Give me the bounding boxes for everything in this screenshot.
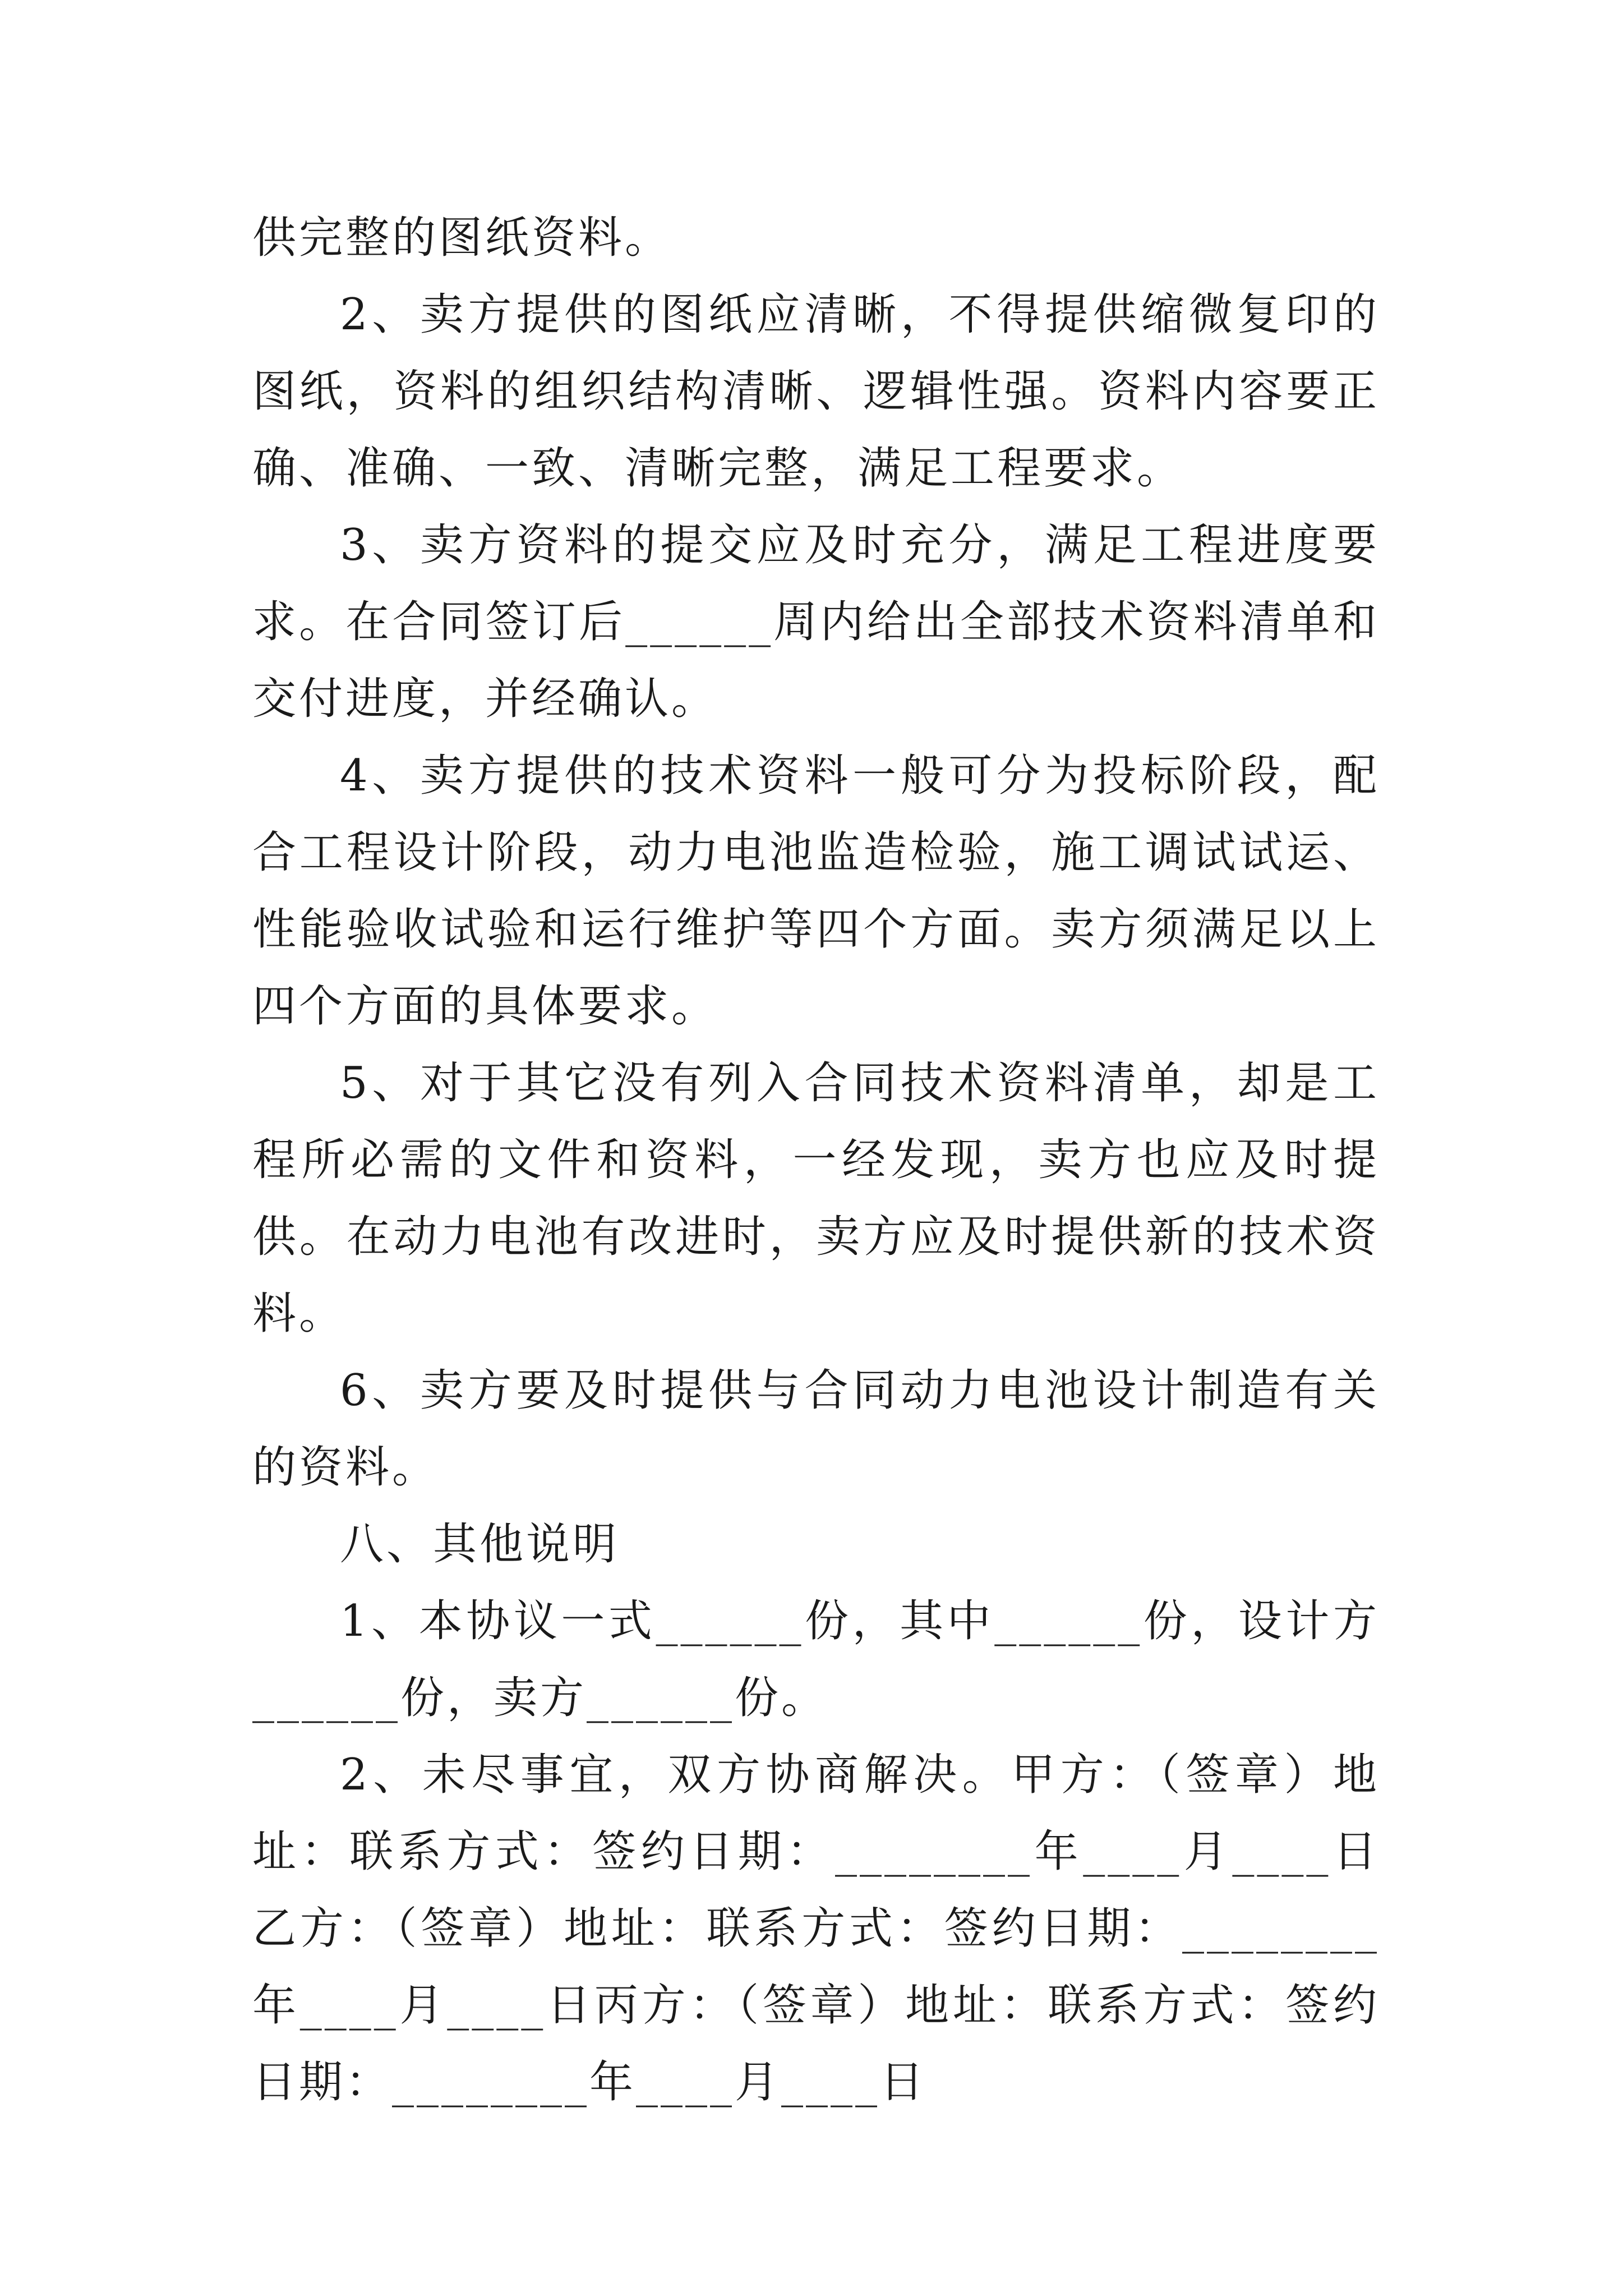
document-body <box>252 200 1380 2121</box>
paragraph-clause-6: 6、卖方要及时提供与合同动力电池设计制造有关的资料。 <box>252 1365 1380 1493</box>
paragraph-clause-4: 4、卖方提供的技术资料一般可分为投标阶段，配合工程设计阶段，动力电池监造检验，施工调试试运、性能验收试验和运行维护等四个方面。卖方须满足以上四个方面的具体要求。 <box>252 751 1380 1032</box>
paragraph-signatures: 2、未尽事宜，双方协商解决。甲方：（签章）地址：联系方式：签约日期：________年____月____日乙方：（签章）地址：联系方式：签约日期：________年____月____日丙方：（签章）地址：联系方式：签约日期：________年____月____日 <box>252 1750 1380 2108</box>
paragraph-drawings-complete: 供完整的图纸资料。 <box>252 213 672 263</box>
paragraph-copies: 1、本协议一式______份，其中______份，设计方______份，卖方______份。 <box>252 1596 1380 1723</box>
section-heading-other-notes: 八、其他说明 <box>340 1519 620 1570</box>
paragraph-clause-3: 3、卖方资料的提交应及时充分，满足工程进度要求。在合同签订后______周内给出全部技术资料清单和交付进度，并经确认。 <box>252 520 1380 724</box>
paragraph-clause-2: 2、卖方提供的图纸应清晰，不得提供缩微复印的图纸，资料的组织结构清晰、逻辑性强。资料内容要正确、准确、一致、清晰完整，满足工程要求。 <box>252 289 1380 494</box>
paragraph-clause-5: 5、对于其它没有列入合同技术资料清单，却是工程所必需的文件和资料，一经发现，卖方也应及时提供。在动力电池有改进时，卖方应及时提供新的技术资料。 <box>252 1058 1380 1339</box>
